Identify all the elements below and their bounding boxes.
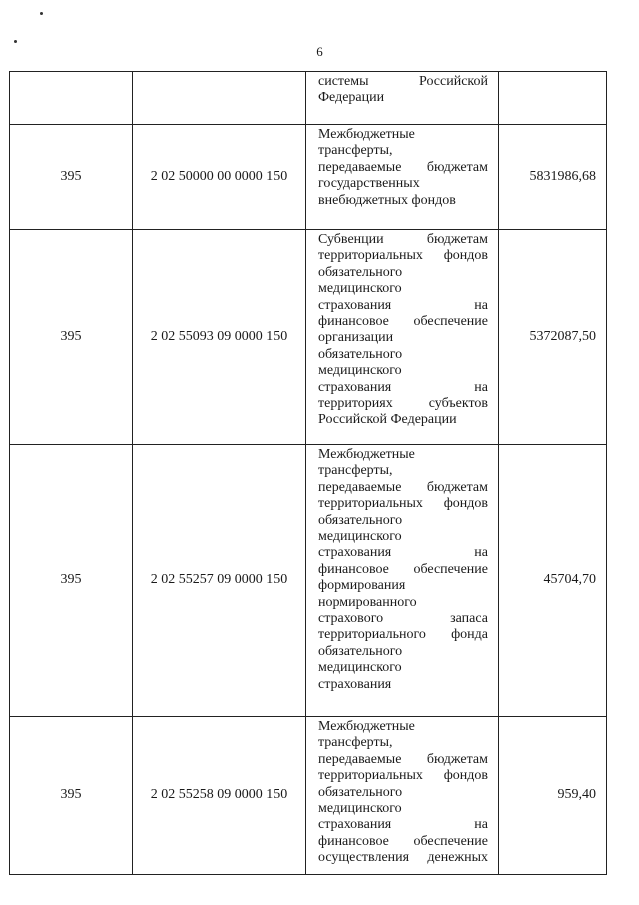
- description-line: обязательного: [318, 512, 403, 528]
- description-line: территориального фонда: [318, 627, 488, 643]
- description-line: Субвенции бюджетам: [318, 232, 488, 247]
- description-line: трансферты,: [318, 735, 393, 751]
- description-line: страхования на: [318, 297, 488, 313]
- description-line: финансовое обеспечение: [318, 314, 488, 330]
- description-line: обязательного: [318, 784, 403, 800]
- description-line: организации: [318, 330, 394, 346]
- budget-classification-code-cell: 2 02 55093 09 0000 150: [133, 230, 306, 445]
- description-line: финансовое обеспечение: [318, 561, 488, 577]
- description-line: обязательного: [318, 346, 403, 362]
- description-line: территориальных фондов: [318, 496, 488, 512]
- scan-speck: [40, 12, 43, 15]
- description-line: Межбюджетные: [318, 719, 415, 734]
- revenue-description-cell: [306, 445, 499, 717]
- table-row: [10, 445, 607, 717]
- amount-cell: 5372087,50: [499, 230, 607, 445]
- description-line: Федерации: [318, 90, 385, 106]
- description-line: Российской Федерации: [318, 412, 457, 428]
- revenue-description-cell: [306, 717, 499, 875]
- description-line: медицинского: [318, 281, 402, 297]
- table-row: [10, 230, 607, 445]
- admin-code-cell: 395: [10, 445, 133, 717]
- table-body: [10, 72, 607, 875]
- description-line: государственных: [318, 176, 420, 192]
- table-row: [10, 72, 607, 125]
- budget-classification-code-cell: 2 02 55258 09 0000 150: [133, 717, 306, 875]
- description-line: территориях субъектов: [318, 396, 488, 412]
- description-line: осуществления денежных: [318, 850, 488, 866]
- description-line: формирования: [318, 578, 406, 594]
- description-line: страхового запаса: [318, 611, 488, 627]
- description-line: страхования на: [318, 379, 488, 395]
- table-row: [10, 125, 607, 230]
- description-line: территориальных фондов: [318, 248, 488, 264]
- budget-classification-code-cell: 2 02 50000 00 0000 150: [133, 125, 306, 230]
- description-line: финансовое обеспечение: [318, 833, 488, 849]
- description-line: территориальных фондов: [318, 768, 488, 784]
- description-line: медицинского: [318, 801, 402, 817]
- description-line: Межбюджетные: [318, 127, 415, 142]
- description-line: системы Российской: [318, 74, 488, 89]
- budget-classification-code-cell: [133, 72, 306, 125]
- amount-cell: 959,40: [499, 717, 607, 875]
- description-line: внебюджетных фондов: [318, 192, 456, 208]
- admin-code-cell: 395: [10, 717, 133, 875]
- admin-code-cell: 395: [10, 125, 133, 230]
- page-number: 6: [316, 44, 323, 59]
- description-line: страхования: [318, 676, 392, 692]
- description-line: медицинского: [318, 660, 402, 676]
- budget-classification-code-cell: 2 02 55257 09 0000 150: [133, 445, 306, 717]
- budget-revenue-table: [9, 71, 607, 875]
- description-line: медицинского: [318, 529, 402, 545]
- scan-speck: [14, 40, 17, 43]
- description-line: передаваемые бюджетам: [318, 159, 488, 175]
- revenue-description-cell: [306, 230, 499, 445]
- amount-cell: [499, 72, 607, 125]
- revenue-description-cell: [306, 125, 499, 230]
- amount-cell: 45704,70: [499, 445, 607, 717]
- description-line: медицинского: [318, 363, 402, 379]
- description-line: передаваемые бюджетам: [318, 751, 488, 767]
- amount-cell: 5831986,68: [499, 125, 607, 230]
- admin-code-cell: 395: [10, 230, 133, 445]
- description-line: Межбюджетные: [318, 447, 415, 462]
- description-line: передаваемые бюджетам: [318, 479, 488, 495]
- revenue-description-cell: [306, 72, 499, 125]
- description-line: обязательного: [318, 643, 403, 659]
- table-row: [10, 717, 607, 875]
- description-line: обязательного: [318, 264, 403, 280]
- admin-code-cell: [10, 72, 133, 125]
- description-line: трансферты,: [318, 143, 393, 159]
- description-line: нормированного: [318, 594, 417, 610]
- description-line: страхования на: [318, 545, 488, 561]
- description-line: страхования на: [318, 817, 488, 833]
- description-line: трансферты,: [318, 463, 393, 479]
